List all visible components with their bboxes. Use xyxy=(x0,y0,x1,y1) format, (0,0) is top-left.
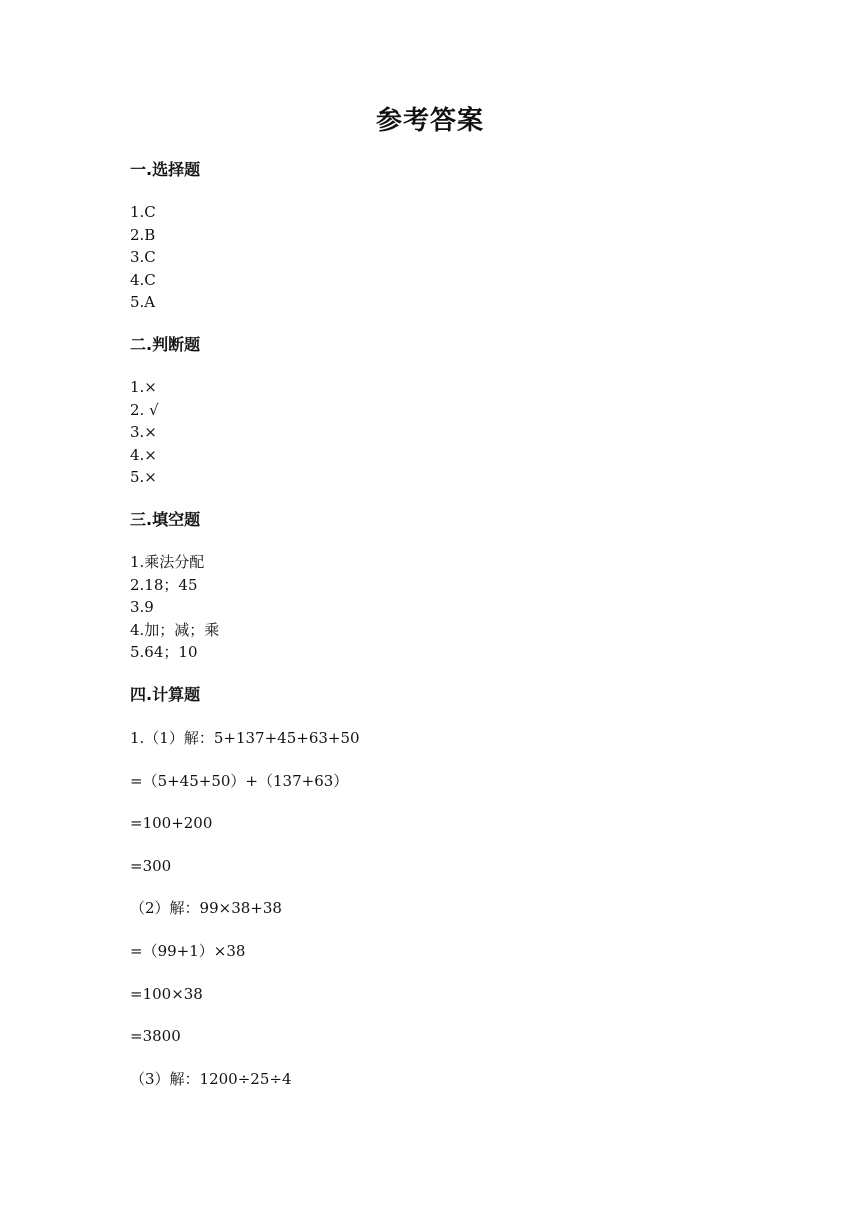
list-item: 4.× xyxy=(130,445,157,464)
section-heading-choice: 一.选择题 xyxy=(130,160,201,179)
calc-line: （3）解：1200÷25÷4 xyxy=(130,1069,292,1088)
list-item: 2.18；45 xyxy=(130,575,198,594)
calc-line: =（99+1）×38 xyxy=(130,941,246,960)
section-heading-judgment: 二.判断题 xyxy=(130,335,201,354)
judgment-answer-list xyxy=(130,376,159,489)
list-item: 1.× xyxy=(130,378,157,396)
list-item: 3.C xyxy=(130,248,156,267)
calc-line: （2）解：99×38+38 xyxy=(130,899,282,918)
list-item: 4.加；减；乘 xyxy=(130,620,220,639)
calc-line: =3800 xyxy=(130,1027,181,1046)
list-item: 3.× xyxy=(130,423,157,442)
list-item: 5.A xyxy=(130,293,156,312)
list-item: 5.64；10 xyxy=(130,643,198,662)
calc-line: 1.（1）解：5+137+45+63+50 xyxy=(130,729,360,747)
section-heading-calculation: 四.计算题 xyxy=(130,685,201,704)
page-title: 参考答案 xyxy=(375,106,484,136)
list-item: 4.C xyxy=(130,270,156,289)
calc-line: =（5+45+50）+（137+63） xyxy=(130,771,349,790)
list-item: 2.B xyxy=(130,225,156,244)
fill-blank-answer-list xyxy=(130,551,219,664)
calc-line: =100+200 xyxy=(130,814,213,833)
list-item: 1.乘法分配 xyxy=(130,553,205,571)
calc-line: =100×38 xyxy=(130,984,203,1003)
list-item: 1.C xyxy=(130,203,156,221)
list-item: 2. √ xyxy=(130,400,159,419)
section-heading-fill-blank: 三.填空题 xyxy=(130,510,201,529)
list-item: 3.9 xyxy=(130,598,154,617)
calc-line: =300 xyxy=(130,856,172,875)
choice-answer-list xyxy=(130,201,156,314)
list-item: 5.× xyxy=(130,468,157,487)
calculation-steps xyxy=(130,727,360,1110)
